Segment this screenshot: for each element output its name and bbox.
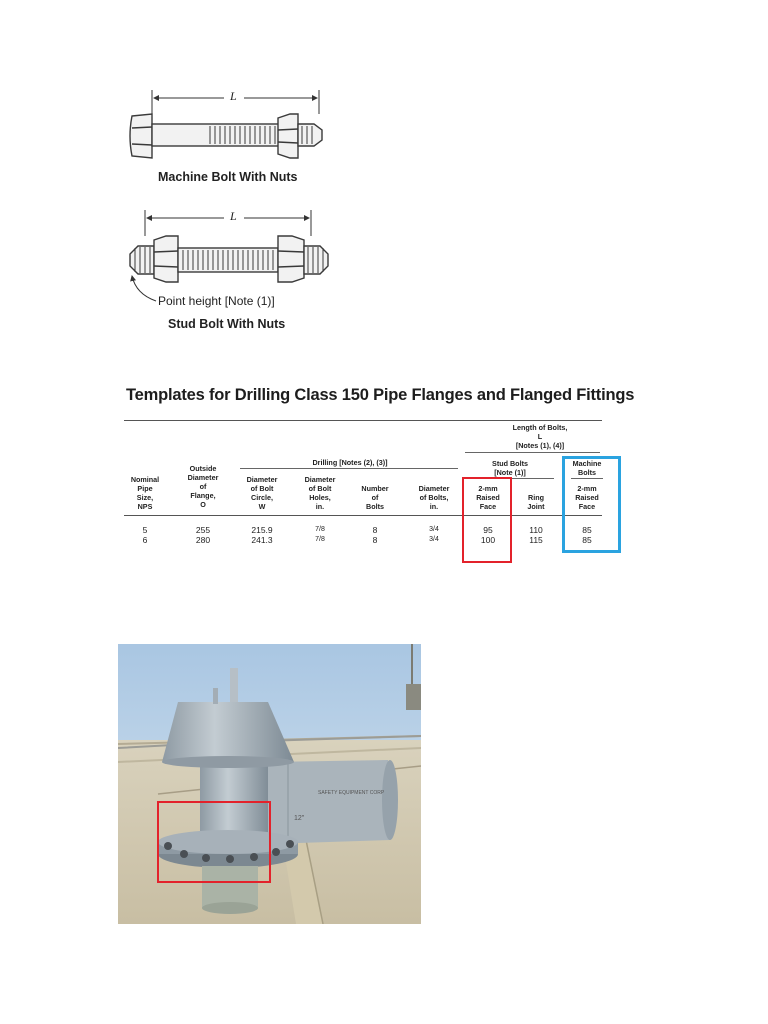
cell-bolt-circle: 241.3: [251, 535, 273, 545]
rule-length-group: [465, 452, 600, 453]
col-header-diameter-of-bolts: Diameter of Bolts, in.: [418, 484, 450, 511]
bolt-diagram: [120, 80, 360, 340]
cell-bolt-circle: 215.9: [251, 525, 273, 535]
cell-number-of-bolts: 8: [372, 525, 378, 535]
group-header-length-of-bolts: Length of Bolts, L [Notes (1), (4)]: [512, 423, 568, 450]
cell-machine-raised-face: 85: [582, 525, 592, 535]
cell-ring-joint: 115: [529, 535, 543, 545]
point-height-label: Point height [Note (1)]: [158, 294, 275, 308]
vent-flange-photo: [118, 644, 421, 924]
cell-ring-joint: 110: [529, 525, 543, 535]
point-height-leader: [132, 276, 156, 301]
cell-diameter-of-bolts: 3/4: [429, 526, 439, 533]
stud-bolt-caption: Stud Bolt With Nuts: [168, 317, 286, 331]
machine-bolt-length-label: L: [230, 89, 237, 103]
col-header-outside-diameter: Outside Diameter of Flange, O: [187, 464, 219, 509]
table-title: Templates for Drilling Class 150 Pipe Flanges and Flanged Fittings: [126, 386, 635, 404]
col-header-stud-raised-face: 2-mm Raised Face: [476, 484, 500, 511]
nameplate-text: SAFETY EQUIPMENT CORP: [318, 790, 385, 796]
machine-bolt-caption: Machine Bolt With Nuts: [158, 170, 298, 184]
rule-drilling-group: [240, 468, 458, 469]
machine-bolt-highlight-box: [562, 456, 621, 553]
group-header-machine-bolts: Machine Bolts: [572, 459, 602, 477]
vent-photo-illustration: [118, 644, 421, 924]
cell-nps: 6: [142, 535, 148, 545]
col-header-nps: Nominal Pipe Size, NPS: [130, 475, 160, 511]
col-header-number-of-bolts: Number of Bolts: [361, 484, 389, 511]
flange-size-text: 12": [294, 815, 305, 822]
cell-outside-diameter: 280: [195, 535, 211, 545]
cell-stud-raised-face: 95: [483, 525, 493, 535]
cell-bolt-holes: 7/8: [315, 536, 325, 543]
stud-bolt-dimension: [145, 210, 311, 236]
cell-outside-diameter: 255: [195, 525, 211, 535]
col-header-machine-raised-face: 2-mm Raised Face: [575, 484, 599, 511]
col-header-ring-joint: Ring Joint: [527, 493, 545, 511]
cell-stud-raised-face: 100: [480, 535, 496, 545]
col-header-bolt-circle: Diameter of Bolt Circle, W: [246, 475, 278, 511]
col-header-bolt-holes: Diameter of Bolt Holes, in.: [304, 475, 336, 511]
stud-bolt-drawing: [130, 236, 328, 282]
cell-number-of-bolts: 8: [372, 535, 378, 545]
header-bottom-rule: [124, 515, 602, 516]
group-header-stud-bolts: Stud Bolts [Note (1)]: [492, 459, 528, 477]
cell-machine-raised-face: 85: [582, 535, 592, 545]
cell-diameter-of-bolts: 3/4: [429, 536, 439, 543]
cell-bolt-holes: 7/8: [315, 526, 325, 533]
machine-bolt-drawing: [130, 114, 322, 158]
stud-bolt-highlight-box: [462, 477, 512, 563]
table-top-rule: [124, 420, 602, 421]
stud-bolt-length-label: L: [230, 209, 237, 223]
group-header-drilling: Drilling [Notes (2), (3)]: [312, 458, 388, 467]
cell-nps: 5: [142, 525, 148, 535]
